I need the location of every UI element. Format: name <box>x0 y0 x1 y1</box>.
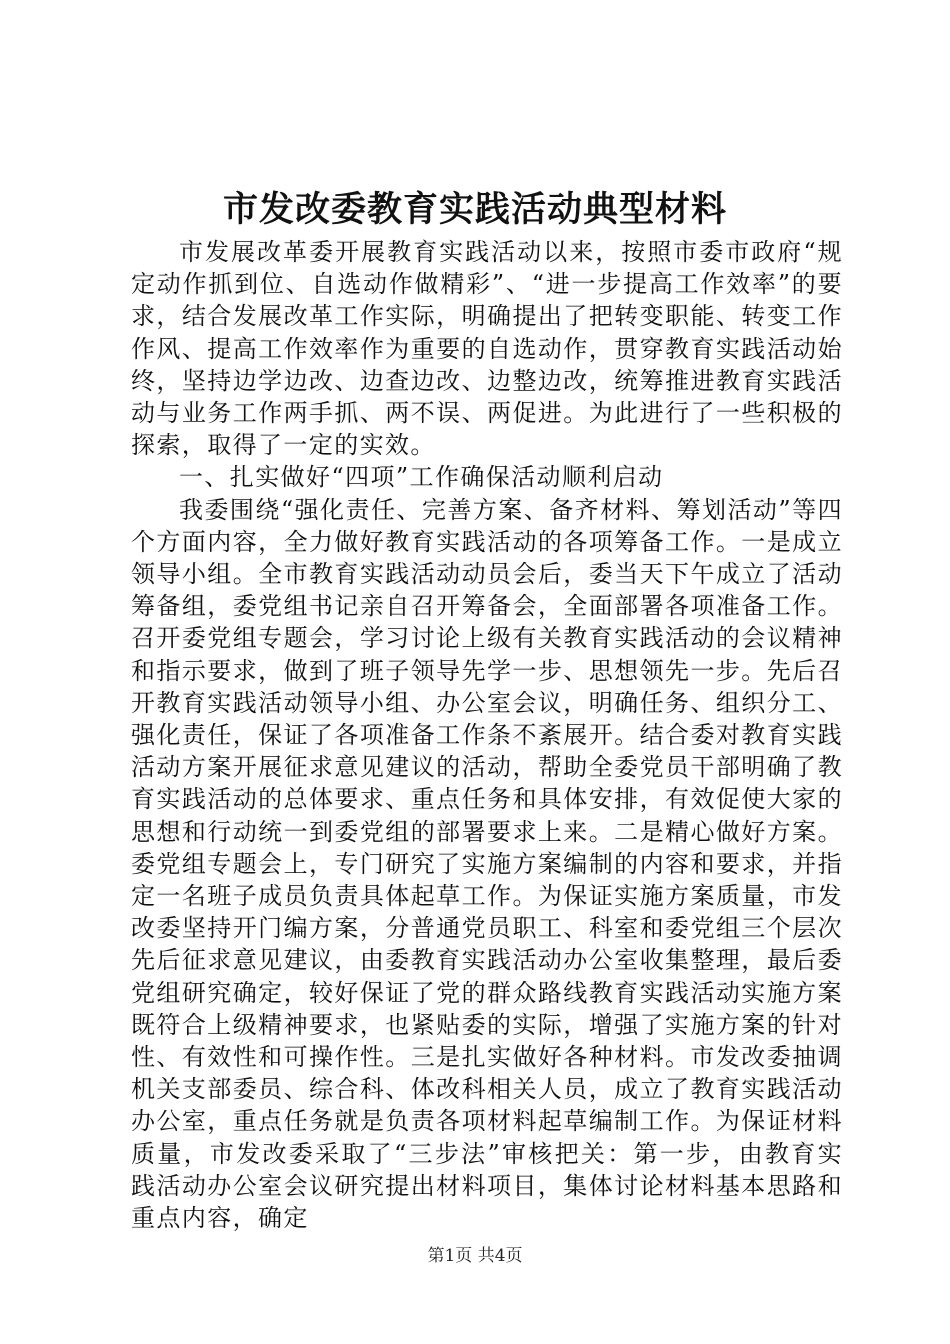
body-paragraph: 我委围绕“强化责任、完善方案、备齐材料、筹划活动”等四个方面内容，全力做好教育实践活动的各项筹备工作。一是成立领导小组。全市教育实践活动动员会后，委当天下午成立了活动筹备组，委党组书记亲自召开筹备会，全面部署各项准备工作。召开委党组专题会，学习讨论上级有关教育实践活动的会议精神和指示要求，做到了班子领导先学一步、思想领先一步。先后召开教育实践活动领导小组、办公室会议，明确任务、组织分工、强化责任，保证了各项准备工作条不紊展开。结合委对教育实践活动方案开展征求意见建议的活动，帮助全委党员干部明确了教育实践活动的总体要求、重点任务和具体安排，有效促使大家的思想和行动统一到委党组的部署要求上来。二是精心做好方案。委党组专题会上，专门研究了实施方案编制的内容和要求，并指定一名班子成员负责具体起草工作。为保证实施方案质量，市发改委坚持开门编方案，分普通党员职工、科室和委党组三个层次先后征求意见建议，由委教育实践活动办公室收集整理，最后委党组研究确定，较好保证了党的群众路线教育实践活动实施方案既符合上级精神要求，也紧贴委的实际，增强了实施方案的针对性、有效性和可操作性。三是扎实做好各种材料。市发改委抽调机关支部委员、综合科、体改科相关人员，成立了教育实践活动办公室，重点任务就是负责各项材料起草编制工作。为保证材料质量，市发改委采取了“三步法”审核把关：第一步，由教育实践活动办公室会议研究提出材料项目，集体讨论材料基本思路和重点内容，确定 <box>131 495 843 1233</box>
document-body <box>131 236 843 1234</box>
intro-paragraph: 市发展改革委开展教育实践活动以来，按照市委市政府“规定动作抓到位、自选动作做精彩”、“进一步提高工作效率”的要求，结合发展改革工作实际，明确提出了把转变职能、转变工作作风、提高工作效率作为重要的自选动作，贯穿教育实践活动始终，坚持边学边改、边查边改、边整边改，统筹推进教育实践活动与业务工作两手抓、两不误、两促进。为此进行了一些积极的探索，取得了一定的实效。 <box>131 238 843 460</box>
section-heading: 一、扎实做好“四项”工作确保活动顺利启动 <box>179 463 664 492</box>
document-title: 市发改委教育实践活动典型材料 <box>222 189 727 230</box>
page-number: 第1页 共4页 <box>427 1246 523 1266</box>
